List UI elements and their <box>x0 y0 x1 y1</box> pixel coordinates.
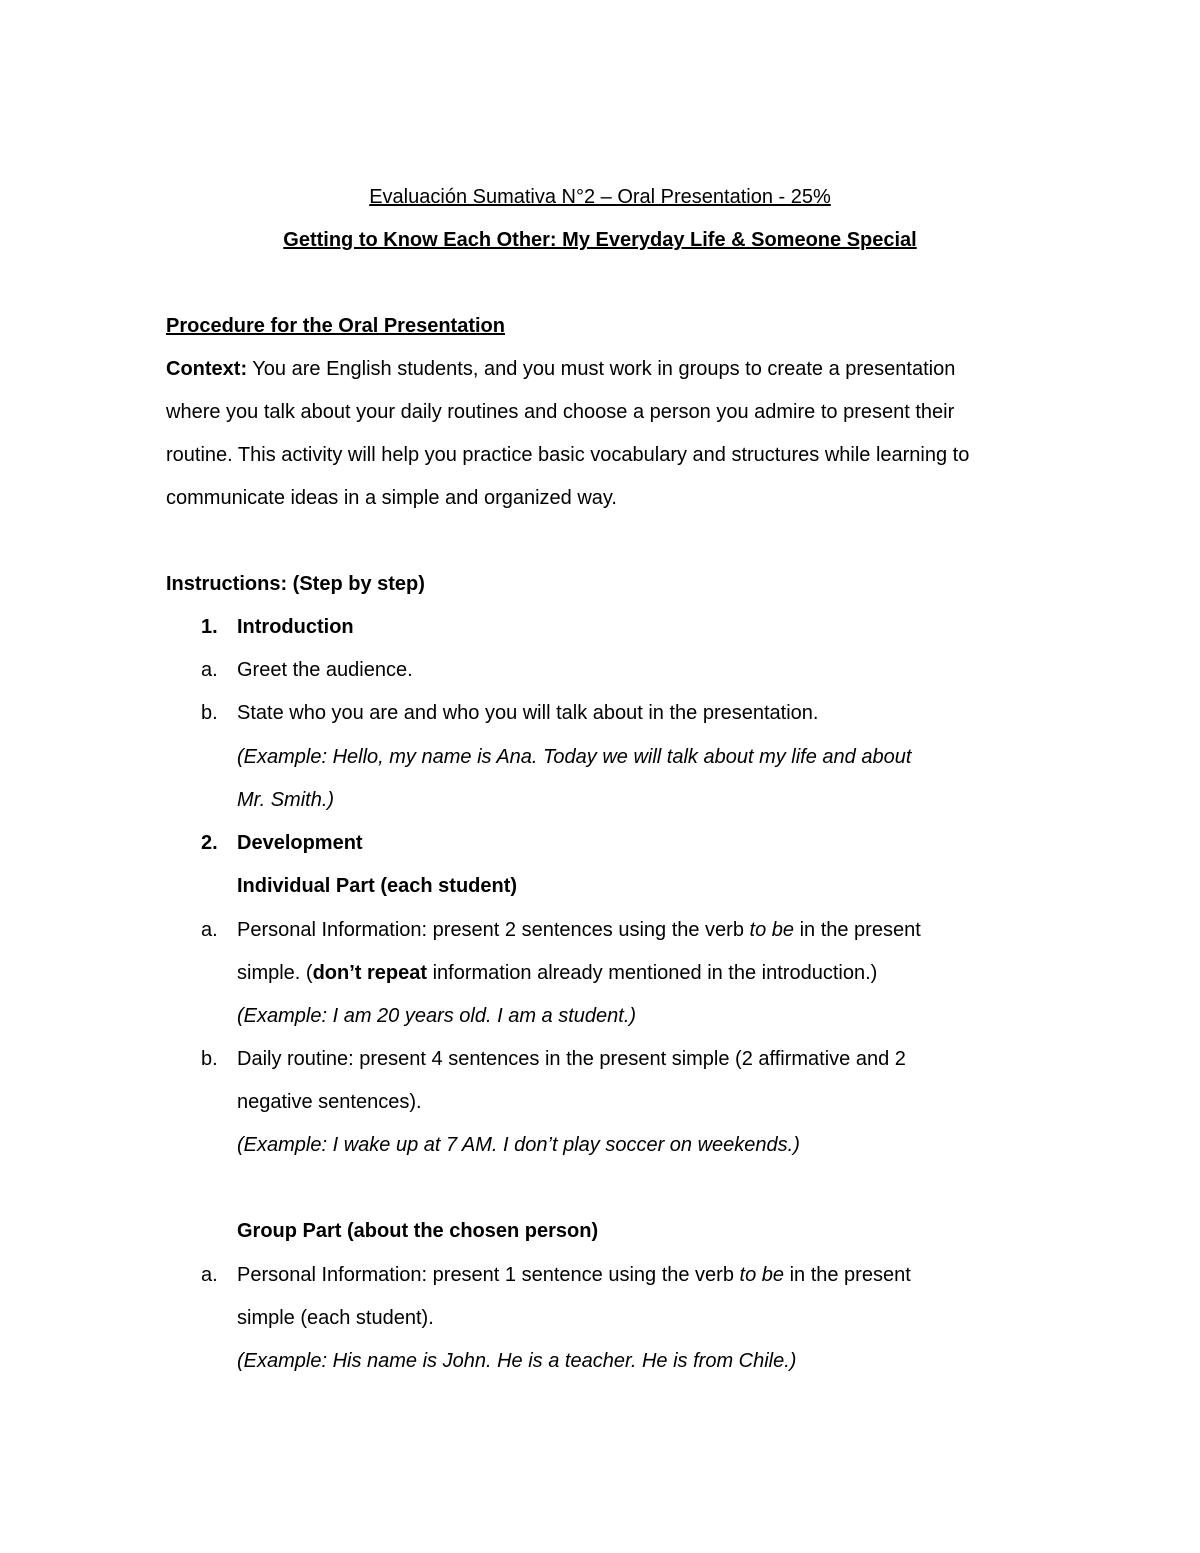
step-1-b-marker: b. <box>201 702 218 724</box>
context-line-2: where you talk about your daily routines and choose a person you admire to present their <box>166 401 955 423</box>
group-a-line-2: simple (each student). <box>237 1307 434 1329</box>
individual-a-verb: to be <box>749 919 795 941</box>
individual-a-example: (Example: I am 20 years old. I am a student.) <box>237 1005 637 1027</box>
individual-b-line-1: Daily routine: present 4 sentences in the present simple (2 affirmative and 2 <box>237 1048 906 1070</box>
individual-a-line-2 <box>237 960 877 986</box>
step-1-title: Introduction <box>237 616 354 638</box>
step-1-number: 1. <box>201 616 218 638</box>
document-subtitle: Getting to Know Each Other: My Everyday Life & Someone Special <box>283 229 917 251</box>
procedure-heading: Procedure for the Oral Presentation <box>166 315 505 337</box>
individual-a-text-2-end: information already mentioned in the introduction.) <box>427 962 878 984</box>
group-a-line-1 <box>237 1262 911 1288</box>
individual-a-marker: a. <box>201 919 218 941</box>
step-1-b-example-line-2: Mr. Smith.) <box>237 789 335 811</box>
group-a-text-1-end: in the present <box>784 1264 911 1286</box>
group-a-marker: a. <box>201 1264 218 1286</box>
individual-b-example: (Example: I wake up at 7 AM. I don’t play soccer on weekends.) <box>237 1134 800 1156</box>
group-a-example: (Example: His name is John. He is a teacher. He is from Chile.) <box>237 1350 797 1372</box>
individual-part-heading: Individual Part (each student) <box>237 875 518 897</box>
individual-b-line-2: negative sentences). <box>237 1091 422 1113</box>
individual-a-text-1-end: in the present <box>794 919 921 941</box>
context-line-4: communicate ideas in a simple and organized way. <box>166 487 617 509</box>
context-line-3: routine. This activity will help you practice basic vocabulary and structures while learning to <box>166 444 970 466</box>
step-2-title: Development <box>237 832 363 854</box>
step-1-b-example-line-1: (Example: Hello, my name is Ana. Today we will talk about my life and about <box>237 746 912 768</box>
instructions-heading: Instructions: (Step by step) <box>166 573 425 595</box>
individual-b-marker: b. <box>201 1048 218 1070</box>
step-1-a-text: Greet the audience. <box>237 659 413 681</box>
step-1-a-marker: a. <box>201 659 218 681</box>
individual-a-text-1: Personal Information: present 2 sentences using the verb <box>237 919 750 941</box>
context-line-1 <box>166 356 955 382</box>
individual-a-text-2-start: simple. ( <box>237 962 313 984</box>
individual-a-line-1 <box>237 917 921 943</box>
step-2-number: 2. <box>201 832 218 854</box>
context-label: Context: <box>166 358 248 380</box>
group-part-heading: Group Part (about the chosen person) <box>237 1220 599 1242</box>
step-1-b-text: State who you are and who you will talk about in the presentation. <box>237 702 819 724</box>
document-title: Evaluación Sumativa N°2 – Oral Presentation - 25% <box>369 186 831 208</box>
group-a-verb: to be <box>739 1264 785 1286</box>
group-a-text-1: Personal Information: present 1 sentence using the verb <box>237 1264 740 1286</box>
context-text-1: You are English students, and you must work in groups to create a presentation <box>247 358 956 380</box>
individual-a-emphasis: don’t repeat <box>312 962 428 984</box>
